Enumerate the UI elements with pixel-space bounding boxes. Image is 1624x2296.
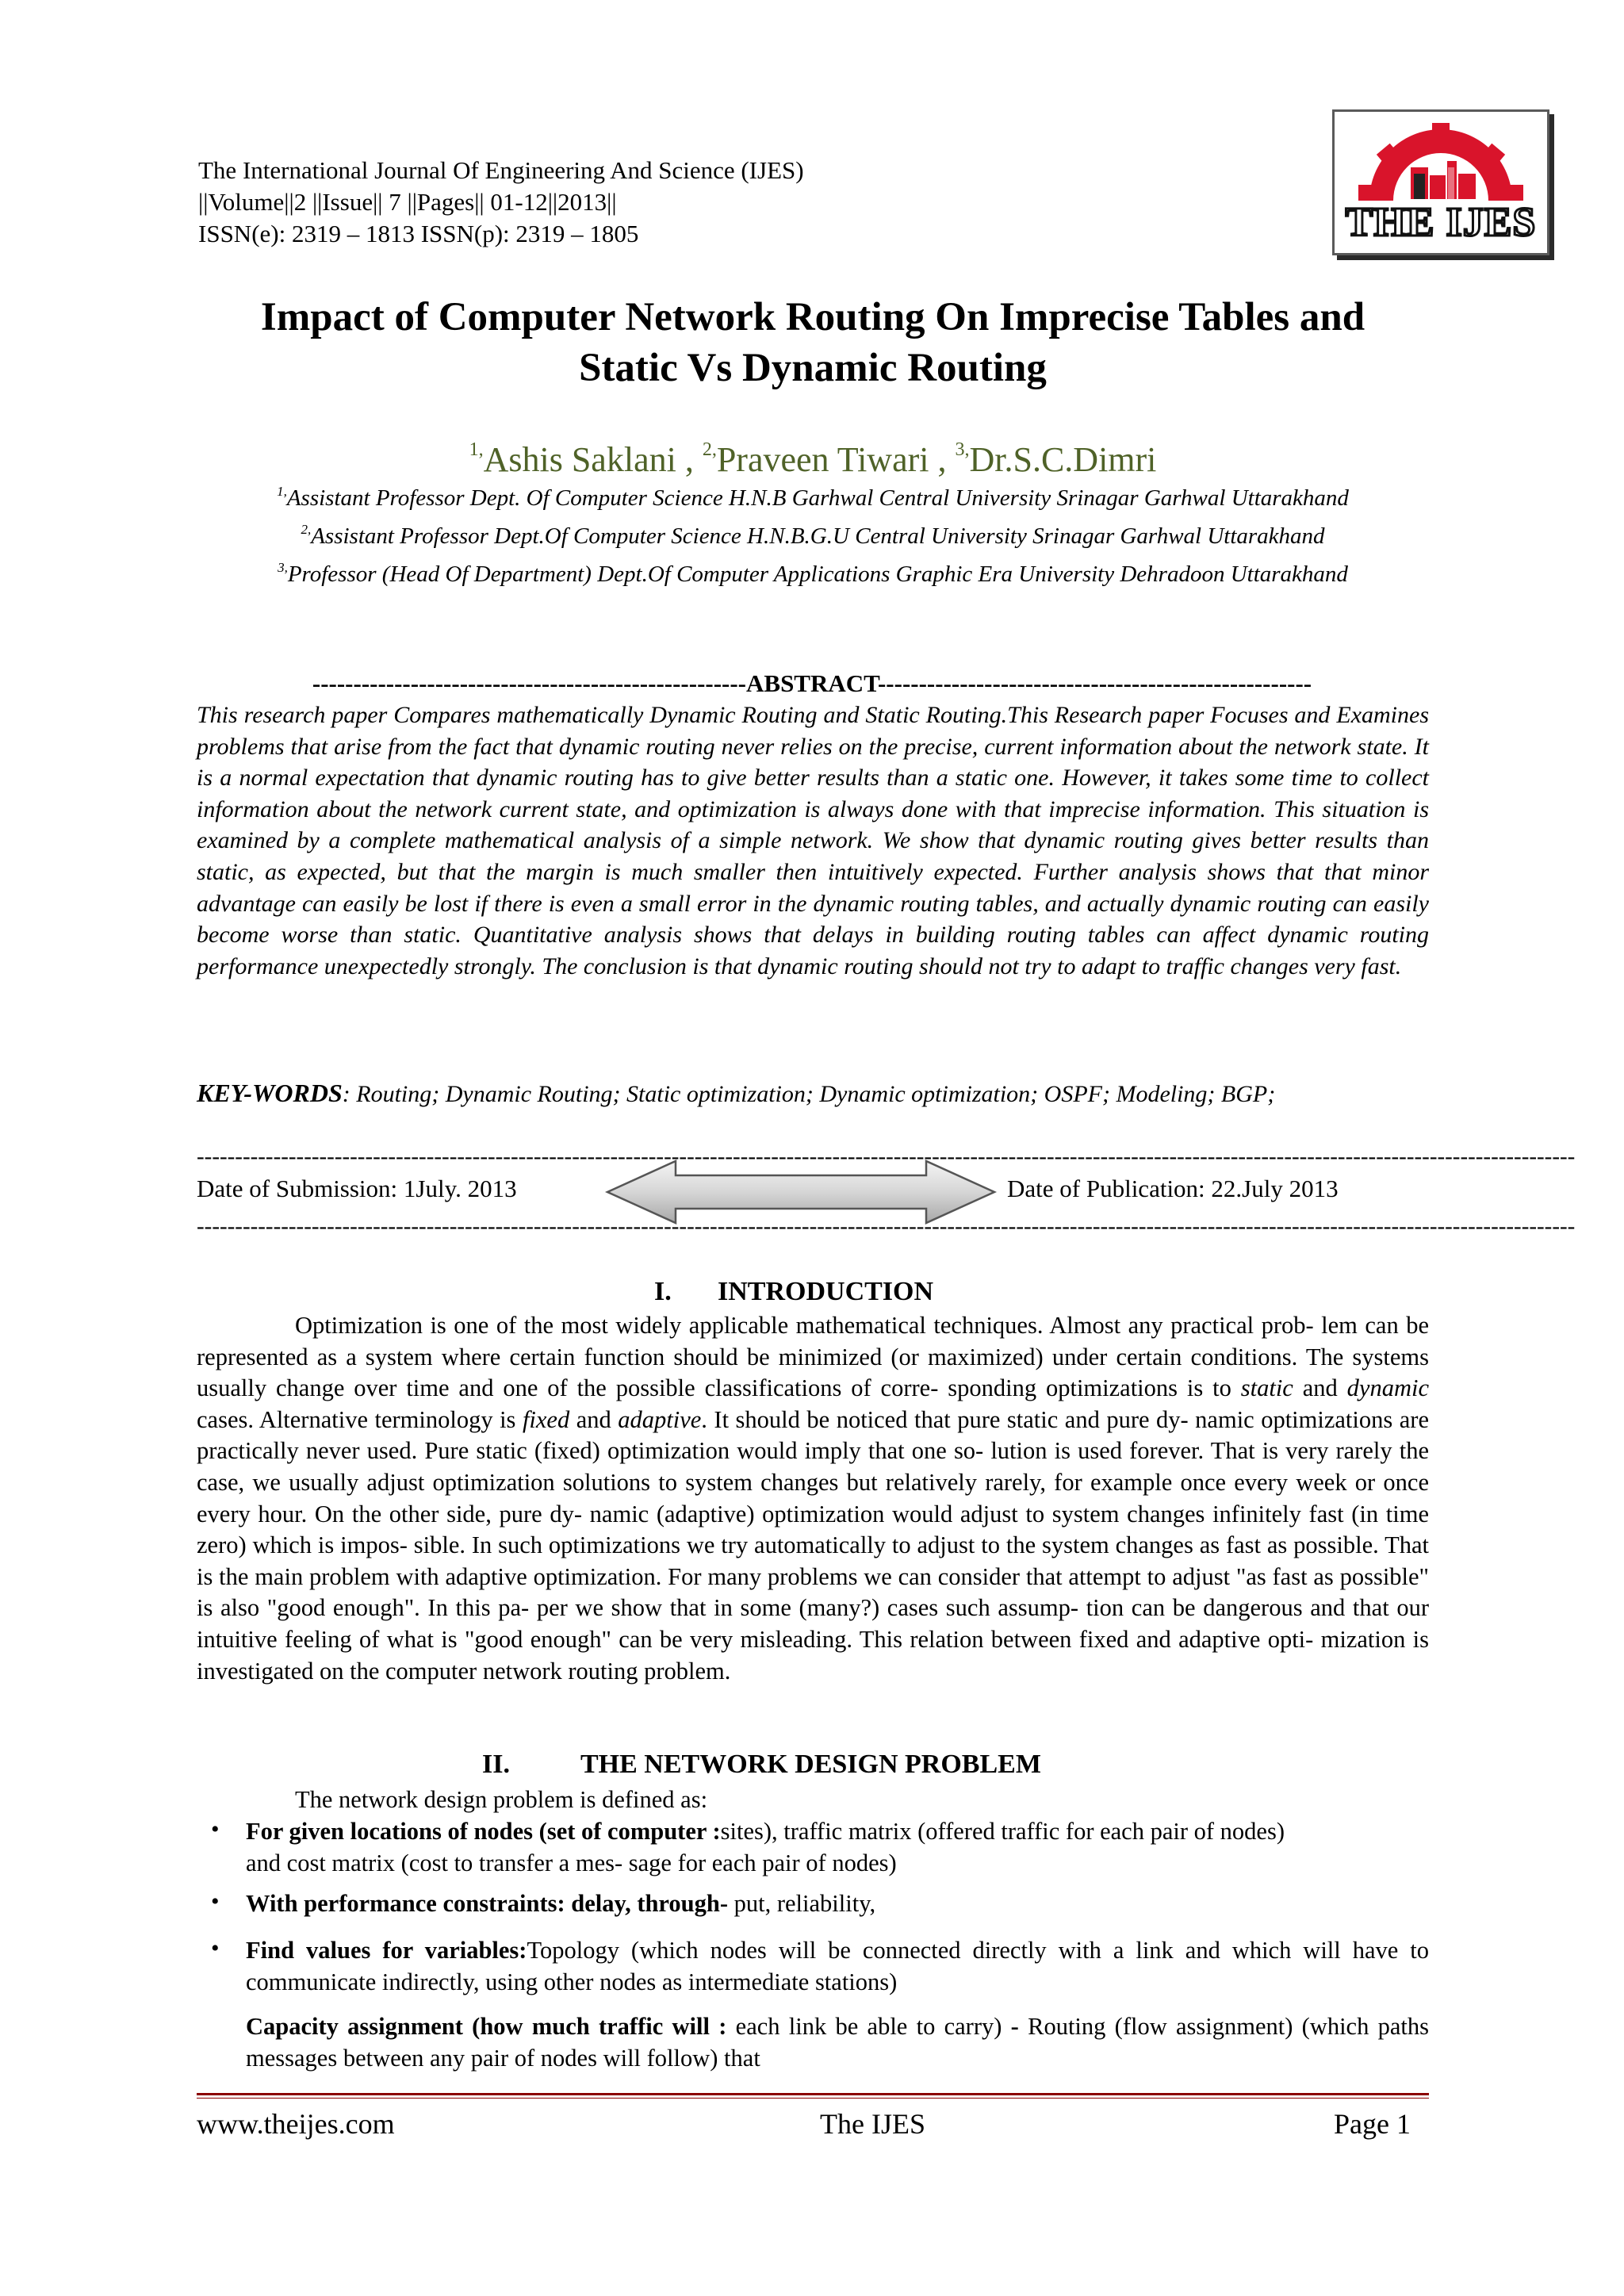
section-1-number: I. xyxy=(654,1277,672,1306)
bullet-1-marker: • xyxy=(211,1816,220,1842)
bullet-3-marker: • xyxy=(211,1935,220,1961)
author-2: Praveen Tiwari , xyxy=(716,440,956,479)
capacity-dash: - xyxy=(1010,2013,1019,2040)
bullet-1-bold: For given locations of nodes (set of computer : xyxy=(246,1818,721,1845)
capacity-paragraph xyxy=(246,2011,1429,2074)
intro-paragraph xyxy=(197,1310,1429,1687)
affiliation-3 xyxy=(190,552,1435,590)
title-line-2: Static Vs Dynamic Routing xyxy=(579,346,1047,390)
keywords xyxy=(197,1077,1429,1110)
journal-header xyxy=(198,155,804,250)
footer-rule xyxy=(197,2093,1429,2095)
bullet-3-text: Topology (which nodes will be connected directly with a link and which will have to communicate indirectly, using other nodes as intermediate stations) xyxy=(246,1937,1430,1995)
intro-text-b: cases. Alternative terminology is xyxy=(197,1405,523,1433)
paper-title xyxy=(174,292,1451,393)
ijes-logo xyxy=(1332,109,1549,255)
author-3: Dr.S.C.Dimri xyxy=(969,440,1157,479)
footer-page-number: Page 1 xyxy=(1334,2108,1411,2140)
journal-volume: ||Volume||2 ||Issue|| 7 ||Pages|| 01-12||2013|| xyxy=(198,188,617,216)
bullet-2-marker: • xyxy=(211,1888,220,1915)
footer-journal: The IJES xyxy=(820,2108,925,2140)
affiliation-2 xyxy=(190,514,1435,552)
capacity-text-1: each link be able to carry) xyxy=(726,2013,1011,2040)
affiliation-3-sup: 3, xyxy=(278,560,288,575)
author-1: Ashis Saklani , xyxy=(483,440,703,479)
term-dynamic: dynamic xyxy=(1346,1374,1429,1402)
footer-rule-thin xyxy=(197,2098,1429,2099)
bullet-2-bold: With performance constraints: delay, through- xyxy=(246,1890,729,1917)
intro-text-a: Optimization is one of the most widely applicable mathematical techniques. Almost any practical prob- lem can be represented as a system where certain function should be minimized (or maximized) under certain conditions. The systems usually change over time and one of the possible classifications of corre- sponding optimizations is to xyxy=(197,1312,1429,1402)
intro-and-2: and xyxy=(569,1405,619,1433)
intro-and: and xyxy=(1293,1374,1347,1402)
author-2-sup: 2, xyxy=(702,439,717,460)
author-1-sup: 1, xyxy=(469,439,484,460)
bullet-2-text: put, reliability, xyxy=(728,1890,876,1917)
term-adaptive: adaptive xyxy=(618,1405,702,1433)
affiliation-1-text: Assistant Professor Dept. Of Computer Science H.N.B Garhwal Central University Srinagar Garhwal Uttarakhand xyxy=(286,485,1349,511)
authors xyxy=(174,428,1451,481)
divider-top: ------------------------------------------------------------------------------------------------------------------------------------------------------------------------------------ xyxy=(197,1144,1576,1169)
capacity-text-2: Routing (flow assignment) (which paths messages between any pair of nodes will follow) that xyxy=(246,2013,1429,2072)
keywords-text: : Routing; Dynamic Routing; Static optimization; Dynamic optimization; OSPF; Modeling; BGP; xyxy=(342,1081,1276,1107)
affiliation-2-sup: 2, xyxy=(301,522,312,537)
logo-text: THE IJES xyxy=(1345,200,1537,245)
abstract-text: This research paper Compares mathematically Dynamic Routing and Static Routing.This Research paper Focuses and Examines problems that arise from the fact that dynamic routing never relies on the precise, current information about the network state. It is a normal expectation that dynamic routing has to give better results than a static one. However, it takes some time to collect information about the network current state, and optimization is always done with that imprecise information. This situation is examined by a complete mathematical analysis of a simple network. We show that dynamic routing gives better results than static, as expected, but that the margin is much smaller then intuitively expected. Further analysis shows that that minor advantage can easily be lost if there is even a small error in the dynamic routing tables, and actually dynamic routing can easily become worse than static. Quantitative analysis shows that delays in building routing tables can affect dynamic routing performance unexpectedly strongly. The conclusion is that dynamic routing should not try to adapt to traffic changes very fast. xyxy=(197,702,1429,979)
journal-issn: ISSN(e): 2319 – 1813 ISSN(p): 2319 – 1805 xyxy=(198,220,639,247)
bullet-1-text: sites), traffic matrix (offered traffic for each pair of nodes) and cost matrix (cost to transfer a mes- sage for each pair of nodes) xyxy=(246,1818,1285,1876)
design-problem-intro: The network design problem is defined as: xyxy=(295,1786,708,1813)
submission-date: Date of Submission: 1July. 2013 xyxy=(197,1175,517,1202)
keywords-label: KEY-WORDS xyxy=(197,1079,343,1107)
footer-website: www.theijes.com xyxy=(197,2108,395,2140)
section-2-title: THE NETWORK DESIGN PROBLEM xyxy=(580,1750,1041,1779)
publication-date: Date of Publication: 22.July 2013 xyxy=(1007,1175,1339,1202)
intro-text-c: . It should be noticed that pure static and pure dy- namic optimizations are practically never used. Pure static (fixed) optimization would imply that one so- lution is used forever. That is very rarely the case, we usually adjust optimization solutions to system changes but relatively rarely, for example once every week or once every hour. On the other side, pure dy- namic (adaptive) optimization would adjust to system changes infinitely fast (in time zero) which is impos- sible. In such optimizations we try automatically to adjust to the system changes as fast as possible. That is the main problem with adaptive optimization. For many problems we can consider that attempt to adjust "as fast as possible" is also "good enough". In this pa- per we show that in some (many?) cases such assump- tion can be dangerous and that our intuitive feeling of what is "good enough" can be very misleading. This relation between fixed and adaptive opti- mization is investigated on the computer network routing problem. xyxy=(197,1405,1429,1685)
divider-bottom: ------------------------------------------------------------------------------------------------------------------------------------------------------------------------------------ xyxy=(197,1213,1576,1239)
affiliation-1-sup: 1, xyxy=(277,484,287,499)
section-1-title: INTRODUCTION xyxy=(718,1277,934,1306)
affiliations xyxy=(190,476,1435,590)
term-fixed: fixed xyxy=(522,1405,570,1433)
author-3-sup: 3, xyxy=(955,439,970,460)
bullet-1 xyxy=(246,1816,1324,1879)
bullet-3-bold: Find values for variables: xyxy=(246,1937,527,1964)
term-static: static xyxy=(1240,1374,1293,1402)
abstract-heading: -----------------------------------------------------ABSTRACT----------------------------------------------------- xyxy=(312,669,1312,697)
affiliation-2-text: Assistant Professor Dept.Of Computer Science H.N.B.G.U Central University Srinagar Garhwal Uttarakhand xyxy=(311,523,1325,549)
bullet-3 xyxy=(246,1935,1429,1998)
section-2-number: II. xyxy=(482,1750,510,1779)
journal-name: The International Journal Of Engineering And Science (IJES) xyxy=(198,156,804,184)
capacity-bold: Capacity assignment (how much traffic will : xyxy=(246,2013,727,2040)
affiliation-1 xyxy=(190,476,1435,514)
title-line-1: Impact of Computer Network Routing On Imprecise Tables and xyxy=(260,295,1365,339)
affiliation-3-text: Professor (Head Of Department) Dept.Of Computer Applications Graphic Era University Dehradoon Uttarakhand xyxy=(287,562,1348,587)
bullet-2 xyxy=(246,1888,1429,1920)
